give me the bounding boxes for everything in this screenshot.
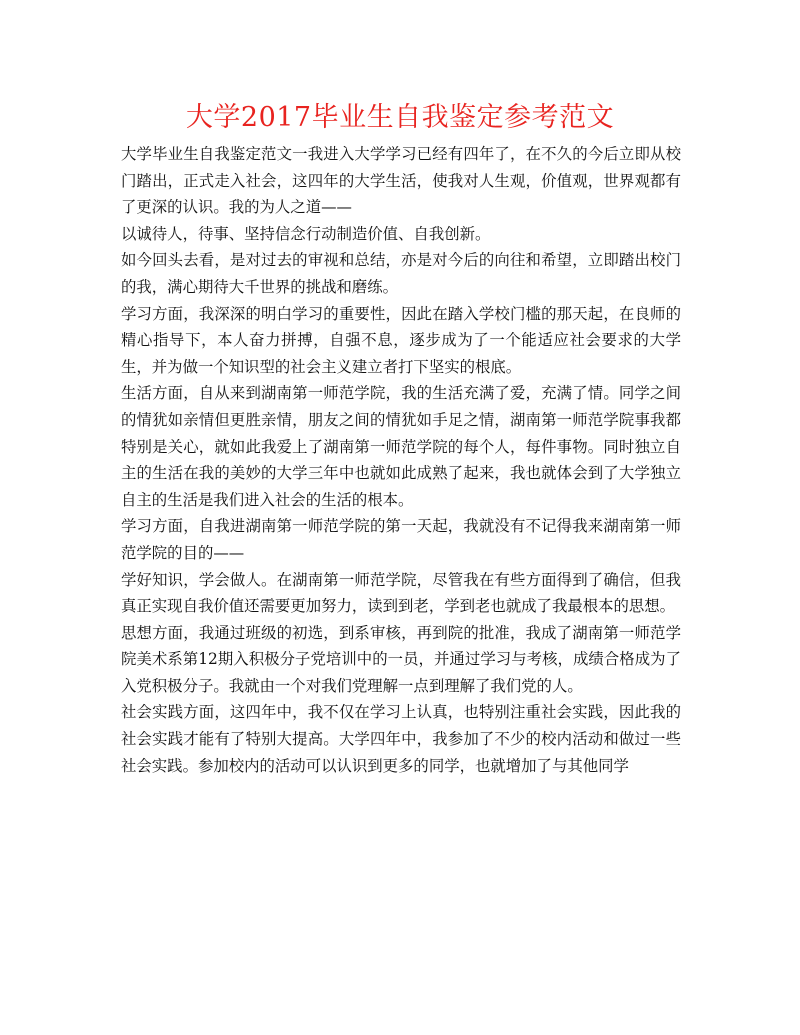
paragraph-9: 社会实践方面，这四年中，我不仅在学习上认真，也特别注重社会实践，因此我的社会实践才能有了特别大提高。大学四年中，我参加了不少的校内活动和做过一些社会实践。参加校内的活动可以认识到更多的同学，也就增加了与其他同学 bbox=[121, 703, 681, 775]
paragraph-8: 思想方面，我通过班级的初选，到系审核，再到院的批准，我成了湖南第一师范学院美术系第12期入积极分子党培训中的一员，并通过学习与考核，成绩合格成为了入党积极分子。我就由一个对我们党理解一点到理解了我们党的人。 bbox=[121, 623, 681, 695]
paragraph-1: 大学毕业生自我鉴定范文一我进入大学学习已经有四年了，在不久的今后立即从校门踏出，正式走入社会，这四年的大学生活，使我对人生观，价值观，世界观都有了更深的认识。我的为人之道—— bbox=[121, 145, 681, 217]
document-body bbox=[121, 141, 681, 779]
paragraph-6: 学习方面，自我进湖南第一师范学院的第一天起，我就没有不记得我来湖南第一师范学院的目的—— bbox=[121, 517, 681, 562]
paragraph-4: 学习方面，我深深的明白学习的重要性，因此在踏入学校门槛的那天起，在良师的精心指导下，本人奋力拼搏，自强不息，逐步成为了一个能适应社会要求的大学生，并为做一个知识型的社会主义建立者打下坚实的根底。 bbox=[121, 304, 681, 376]
paragraph-5: 生活方面，自从来到湖南第一师范学院，我的生活充满了爱，充满了情。同学之间的情犹如亲情但更胜亲情，朋友之间的情犹如手足之情，湖南第一师范学院事我都特别是关心，就如此我爱上了湖南第一师范学院的每个人，每件事物。同时独立自主的生活在我的美妙的大学三年中也就如此成熟了起来，我也就体会到了大学独立自主的生活是我们进入社会的生活的根本。 bbox=[121, 384, 681, 509]
paragraph-2: 以诚待人，待事、坚持信念行动制造价值、自我创新。 bbox=[121, 224, 491, 243]
paragraph-7: 学好知识，学会做人。在湖南第一师范学院，尽管我在有些方面得到了确信，但我真正实现自我价值还需要更加努力，读到到老，学到老也就成了我最根本的思想。 bbox=[121, 570, 681, 616]
document-title: 大学2017毕业生自我鉴定参考范文 bbox=[185, 102, 615, 133]
paragraph-3: 如今回头去看，是对过去的审视和总结，亦是对今后的向往和希望，立即踏出校门的我，满心期待大千世界的挑战和磨练。 bbox=[121, 251, 681, 296]
